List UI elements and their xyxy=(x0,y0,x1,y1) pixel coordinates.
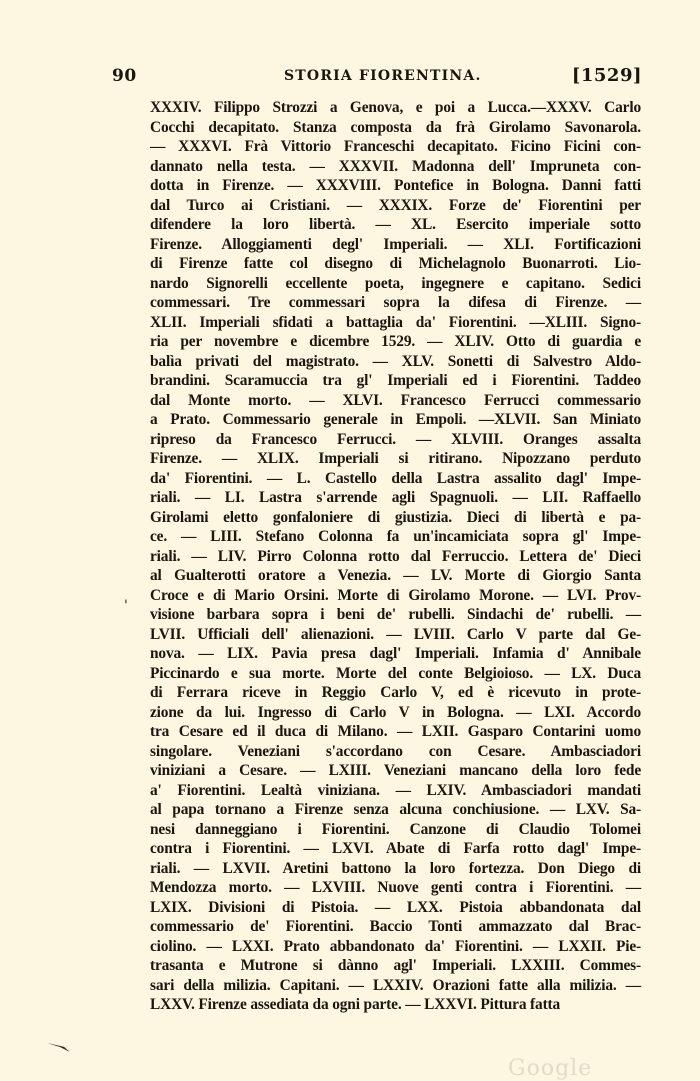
text-line: nardo Signorelli eccellente poeta, ingegnere e capitano. Sedici xyxy=(150,274,641,292)
text-line: dal Monte morto. — XLVI. Francesco Ferrucci commessario xyxy=(150,391,641,409)
text-line: dal Turco ai Cristiani. — XXXIX. Forze de' Fiorentini per xyxy=(150,196,641,214)
text-line: dannato nella testa. — XXXVII. Madonna dell' Impruneta con- xyxy=(150,157,641,175)
text-line: al papa tornano a Firenze senza alcuna conchiusione. — LXV. Sa- xyxy=(150,801,641,818)
text-line: trasanta e Mutrone si dànno agl' Imperiali. LXXIII. Commes- xyxy=(150,957,641,974)
text-line: Croce e di Mario Orsini. Morte di Girolamo Morone. — LVI. Prov- xyxy=(150,586,641,604)
text-line: brandini. Scaramuccia tra gl' Imperiali ed i Fiorentini. Taddeo xyxy=(150,372,641,389)
text-line: Piccinardo e sua morte. Morte del conte Belgioioso. — LX. Duca xyxy=(150,664,641,682)
running-head xyxy=(112,64,642,90)
scan-watermark: Google xyxy=(508,1056,593,1081)
text-line: Girolami eletto gonfaloniere di giustizia. Dieci di libertà e pa- xyxy=(150,508,641,526)
text-line: riali. — LXVII. Aretini battono la loro fortezza. Don Diego di xyxy=(150,859,641,877)
text-line: singolare. Veneziani s'accordano con Cesare. Ambasciadori xyxy=(150,742,641,760)
page-number: 90 xyxy=(112,66,137,86)
text-line: LXXV. Firenze assediata da ogni parte. — LXXVI. Pittura fatta xyxy=(150,996,561,1013)
text-line: ciolino. — LXXI. Prato abbandonato da' Fiorentini. — LXXII. Pie- xyxy=(150,937,641,955)
text-line: Mendozza morto. — LXVIII. Nuove genti contra i Fiorentini. — xyxy=(150,879,641,896)
text-line: zione da lui. Ingresso di Carlo V in Bologna. — LXI. Accordo xyxy=(150,703,641,721)
text-line: contra i Fiorentini. — LXVI. Abate di Farfa rotto dagl' Impe- xyxy=(150,840,641,857)
year-marker: [1529] xyxy=(571,65,642,86)
text-line: di Firenze fatte col disegno di Michelagnolo Buonarroti. Lio- xyxy=(150,255,641,272)
text-line: riali. — LIV. Pirro Colonna rotto dal Ferruccio. Lettera de' Dieci xyxy=(150,547,641,565)
running-title: STORIA FIORENTINA. xyxy=(284,68,482,84)
text-line: nova. — LIX. Pavia presa dagl' Imperiali. Infamia d' Annibale xyxy=(150,645,641,662)
text-line: LXIX. Divisioni di Pistoia. — LXX. Pistoia abbandonata dal xyxy=(150,898,641,916)
text-line: Cocchi decapitato. Stanza composta da frà Girolamo Savonarola. xyxy=(150,118,641,136)
text-line: da' Fiorentini. — L. Castello della Lastra assalito dagl' Impe- xyxy=(150,469,641,487)
text-line: a Prato. Commessario generale in Empoli. —XLVII. San Miniato xyxy=(150,411,641,428)
text-line: difendere la loro libertà. — XL. Esercito imperiale sotto xyxy=(150,216,641,233)
stray-margin-mark: ' xyxy=(124,598,128,614)
text-line: ria per novembre e dicembre 1529. — XLIV. Otto di guardia e xyxy=(150,333,641,350)
text-line: nesi danneggiano i Fiorentini. Canzone di Claudio Tolomei xyxy=(150,820,641,838)
text-line: al Gualterotti oratore a Venezia. — LV. Morte di Giorgio Santa xyxy=(150,567,641,584)
margin-pen-stroke xyxy=(46,1040,72,1054)
text-line: dotta in Firenze. — XXXVIII. Pontefice in Bologna. Danni fatti xyxy=(150,177,641,194)
text-line: — XXXVI. Frà Vittorio Franceschi decapitato. Ficino Ficini con- xyxy=(150,138,641,155)
text-line: Firenze. Alloggiamenti degl' Imperiali. — XLI. Fortificazioni xyxy=(150,235,641,253)
text-line: ce. — LIII. Stefano Colonna fa un'incamiciata sopra gl' Impe- xyxy=(150,528,641,545)
text-line: sari della milizia. Capitani. — LXXIV. Orazioni fatte alla milizia. — xyxy=(150,976,641,994)
text-line: commessario de' Fiorentini. Baccio Tonti ammazzato dal Brac- xyxy=(150,918,641,935)
text-line: tra Cesare ed il duca di Milano. — LXII. Gasparo Contarini uomo xyxy=(150,723,641,740)
text-line: riali. — LI. Lastra s'arrende agli Spagnuoli. — LII. Raffaello xyxy=(150,489,641,506)
text-line: commessari. Tre commessari sopra la difesa di Firenze. — xyxy=(150,294,641,311)
text-line: viniziani a Cesare. — LXIII. Veneziani mancano della loro fede xyxy=(150,762,641,779)
summary-text xyxy=(150,98,641,1015)
text-line: visione barbara sopra i beni de' rubelli. Sindachi de' rubelli. — xyxy=(150,606,641,623)
text-line: ripreso da Francesco Ferrucci. — XLVIII. Oranges assalta xyxy=(150,430,641,448)
text-line: Firenze. — XLIX. Imperiali si ritirano. Nipozzano perduto xyxy=(150,450,641,467)
text-line: XXXIV. Filippo Strozzi a Genova, e poi a Lucca.—XXXV. Carlo xyxy=(150,99,641,116)
text-line: balìa privati del magistrato. — XLV. Sonetti di Salvestro Aldo- xyxy=(150,352,641,370)
text-line: di Ferrara riceve in Reggio Carlo V, ed è ricevuto in prote- xyxy=(150,684,641,701)
text-line: XLII. Imperiali sfidati a battaglia da' Fiorentini. —XLIII. Signo- xyxy=(150,313,641,331)
text-line: a' Fiorentini. Lealtà viniziana. — LXIV. Ambasciadori mandati xyxy=(150,781,641,799)
text-line: LVII. Ufficiali dell' alienazioni. — LVIII. Carlo V parte dal Ge- xyxy=(150,625,641,643)
